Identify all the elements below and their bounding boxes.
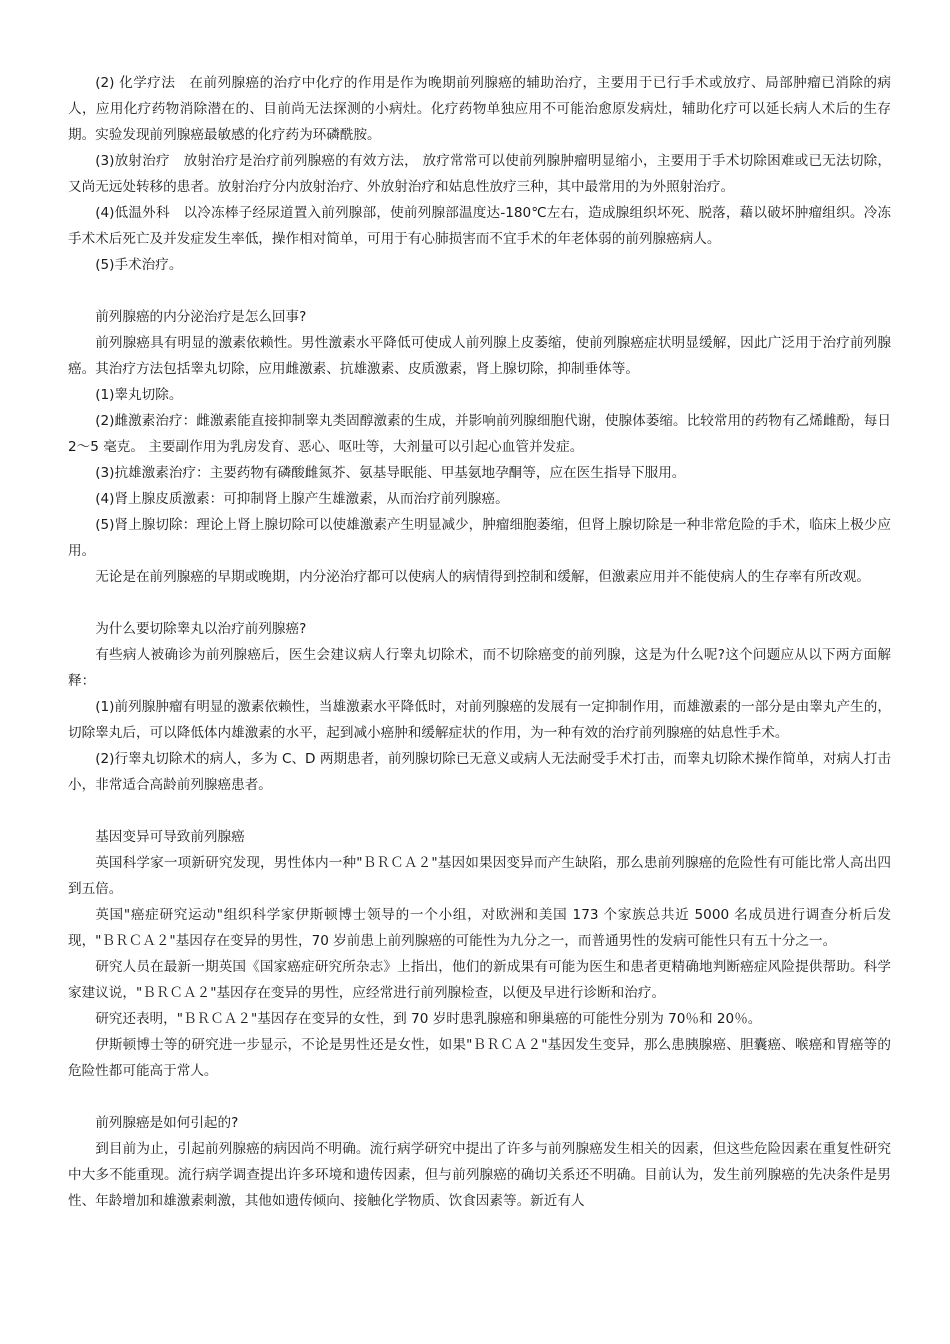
paragraph-corticosteroid: (4)肾上腺皮质激素：可抑制肾上腺产生雄激素，从而治疗前列腺癌。 <box>95 491 509 507</box>
section-heading-orchiectomy: 为什么要切除睾丸以治疗前列腺癌? <box>95 621 307 637</box>
paragraph-estrogen: (2)雌激素治疗：雌激素能直接抑制睾丸类固醇激素的生成，并影响前列腺细胞代谢，使腺体萎缩。比较常用的药物有乙烯雌酚，每日 2～5 毫克。 主要副作用为乳房发育、恶心、呕吐等，大剂量可以引起心血管并发症。 <box>68 413 891 455</box>
paragraph-orchiectomy-intro: 有些病人被确诊为前列腺癌后，医生会建议病人行睾丸切除术，而不切除癌变的前列腺，这是为什么呢?这个问题应从以下两方面解释： <box>68 647 891 689</box>
section-heading-gene-mutation: 基因变异可导致前列腺癌 <box>95 829 245 845</box>
paragraph-surgery: (5)手术治疗。 <box>95 257 183 273</box>
paragraph-cryosurgery: (4)低温外科 以冷冻棒子经尿道置入前列腺部，使前列腺部温度达-180℃左右，造成腺组织坏死、脱落，藉以破坏肿瘤组织。冷冻手术术后死亡及并发症发生率低，操作相对简单，可用于有心肺损害而不宜手术的年老体弱的前列腺癌病人。 <box>68 205 891 247</box>
paragraph-adrenalectomy: (5)肾上腺切除：理论上肾上腺切除可以使雄激素产生明显减少，肿瘤细胞萎缩，但肾上腺切除是一种非常危险的手术，临床上极少应用。 <box>68 517 891 559</box>
paragraph-gene-2: 英国"癌症研究运动"组织科学家伊斯顿博士领导的一个小组，对欧洲和美国 173 个家族总共近 5000 名成员进行调查分析后发现，"ＢＲＣＡ２"基因存在变异的男性，70 岁前患上前列腺癌的可能性为九分之一，而普通男性的发病可能性只有五十分之一。 <box>68 907 891 949</box>
section-heading-endocrine-therapy: 前列腺癌的内分泌治疗是怎么回事? <box>95 309 307 325</box>
document-page <box>68 70 891 1214</box>
section-heading-causes: 前列腺癌是如何引起的? <box>95 1115 239 1131</box>
paragraph-antiandrogen: (3)抗雄激素治疗：主要药物有磷酸雌氮芥、氨基导眠能、甲基氨地孕酮等，应在医生指导下服用。 <box>95 465 686 481</box>
paragraph-orchiectomy-reason-1: (1)前列腺肿瘤有明显的激素依赖性，当雄激素水平降低时，对前列腺癌的发展有一定抑制作用，而雄激素的一部分是由睾丸产生的，切除睾丸后，可以降低体内雄激素的水平，起到减小癌肿和缓解症状的作用，为一种有效的治疗前列腺癌的姑息性手术。 <box>68 699 891 741</box>
paragraph-orchiectomy: (1)睾丸切除。 <box>95 387 183 403</box>
paragraph-gene-4: 研究还表明，"ＢＲＣＡ２"基因存在变异的女性，到 70 岁时患乳腺癌和卵巢癌的可能性分别为 70％和 20％。 <box>95 1011 762 1027</box>
paragraph-gene-5: 伊斯顿博士等的研究进一步显示，不论是男性还是女性，如果"ＢＲＣＡ２"基因发生变异，那么患胰腺癌、胆囊癌、喉癌和胃癌等的危险性都可能高于常人。 <box>68 1037 891 1079</box>
paragraph-gene-3: 研究人员在最新一期英国《国家癌症研究所杂志》上指出，他们的新成果有可能为医生和患者更精确地判断癌症风险提供帮助。科学家建议说，"ＢＲＣＡ２"基因存在变异的男性，应经常进行前列腺检查，以便及早进行诊断和治疗。 <box>68 959 891 1001</box>
paragraph-gene-1: 英国科学家一项新研究发现，男性体内一种"ＢＲＣＡ２"基因如果因变异而产生缺陷，那么患前列腺癌的危险性有可能比常人高出四到五倍。 <box>68 855 891 897</box>
paragraph-radiotherapy: (3)放射治疗 放射治疗是治疗前列腺癌的有效方法， 放疗常常可以使前列腺肿瘤明显缩小，主要用于手术切除困难或已无法切除，又尚无远处转移的患者。放射治疗分内放射治疗、外放射治疗和姑息性放疗三种，其中最常用的为外照射治疗。 <box>68 153 891 195</box>
paragraph-orchiectomy-reason-2: (2)行睾丸切除术的病人，多为 C、D 两期患者，前列腺切除已无意义或病人无法耐受手术打击，而睾丸切除术操作简单，对病人打击小，非常适合高龄前列腺癌患者。 <box>68 751 891 793</box>
paragraph-endocrine-intro: 前列腺癌具有明显的激素依赖性。男性激素水平降低可使成人前列腺上皮萎缩，使前列腺癌症状明显缓解，因此广泛用于治疗前列腺癌。其治疗方法包括睾丸切除，应用雌激素、抗雄激素、皮质激素，肾上腺切除，抑制垂体等。 <box>68 335 891 377</box>
paragraph-endocrine-summary: 无论是在前列腺癌的早期或晚期，内分泌治疗都可以使病人的病情得到控制和缓解，但激素应用并不能使病人的生存率有所改观。 <box>95 569 871 585</box>
paragraph-causes: 到目前为止，引起前列腺癌的病因尚不明确。流行病学研究中提出了许多与前列腺癌发生相关的因素，但这些危险因素在重复性研究中大多不能重现。流行病学调查提出许多环境和遗传因素，但与前列腺癌的确切关系还不明确。目前认为，发生前列腺癌的先决条件是男性、年龄增加和雄激素刺激，其他如遗传倾向、接触化学物质、饮食因素等。新近有人 <box>68 1141 891 1209</box>
paragraph-chemotherapy: (2) 化学疗法 在前列腺癌的治疗中化疗的作用是作为晚期前列腺癌的辅助治疗，主要用于已行手术或放疗、局部肿瘤已消除的病人，应用化疗药物消除潜在的、目前尚无法探测的小病灶。化疗药物单独应用不可能治愈原发病灶，辅助化疗可以延长病人术后的生存期。实验发现前列腺癌最敏感的化疗药为环磷酰胺。 <box>68 75 891 143</box>
